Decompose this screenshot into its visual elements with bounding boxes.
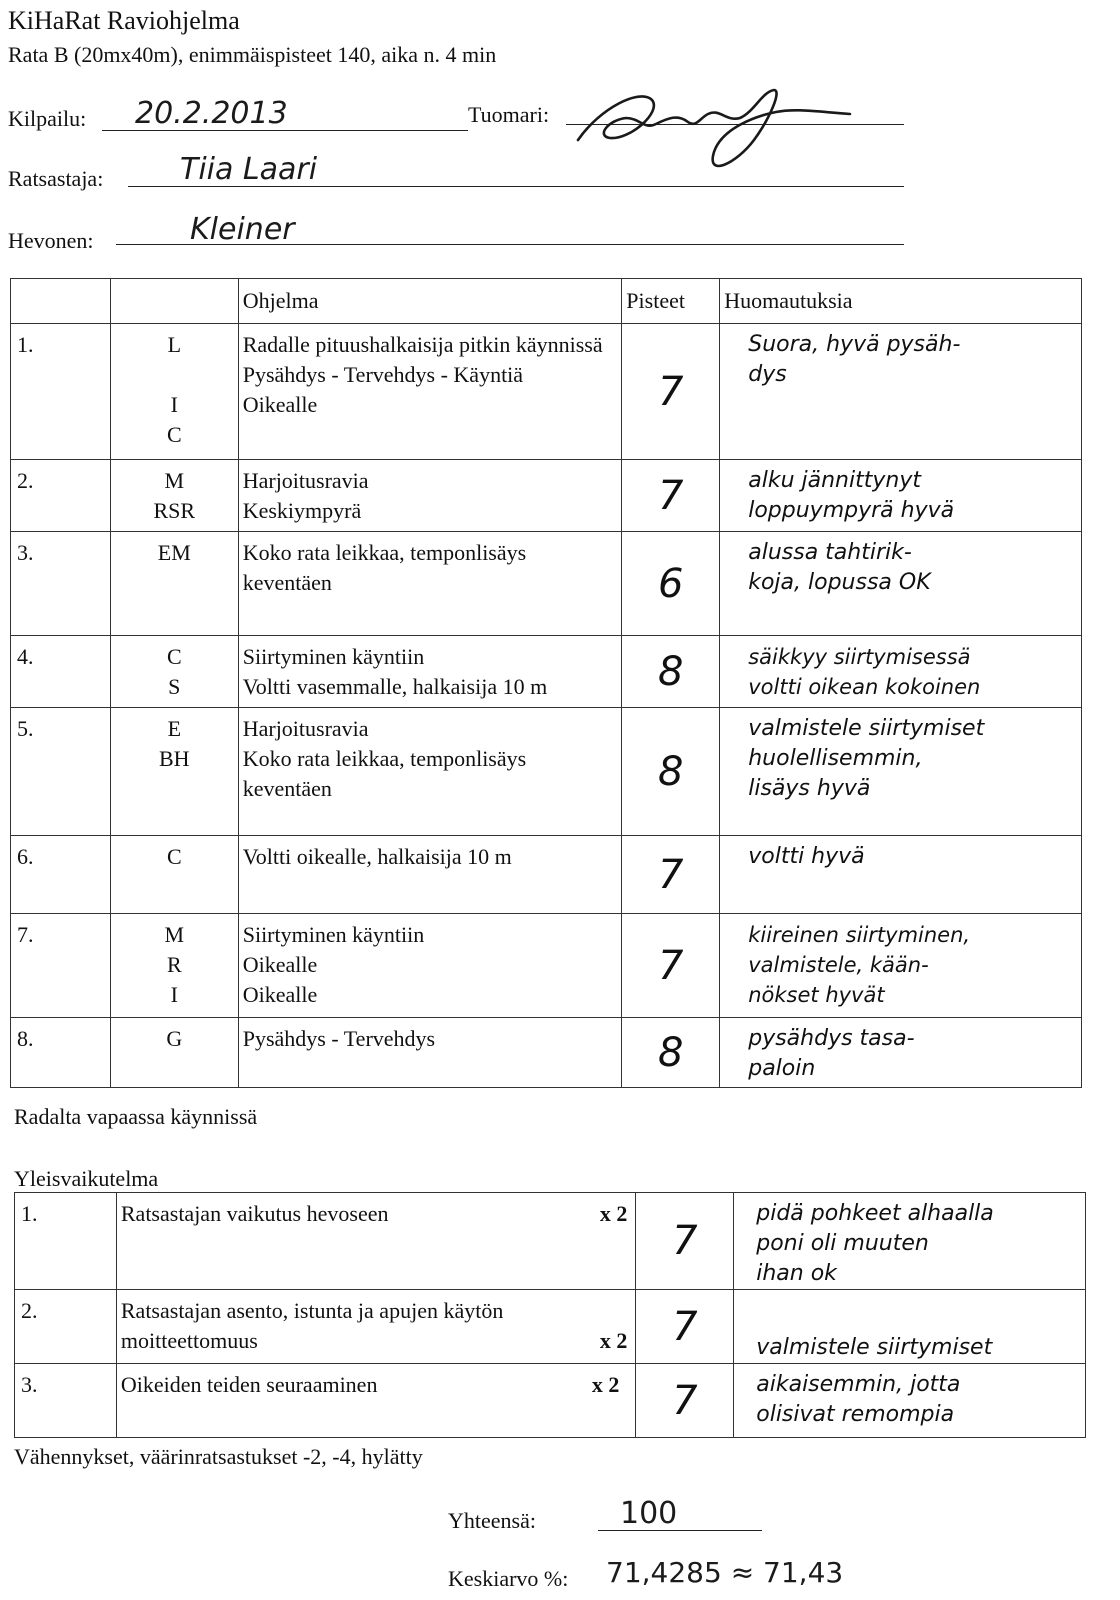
competition-value[interactable]: 20.2.2013 (135, 96, 288, 131)
row-score[interactable]: 7 (636, 1290, 734, 1364)
criterion-text: Ratsastajan vaikutus hevoseen (120, 1201, 389, 1226)
total-label: Yhteensä: (448, 1508, 536, 1533)
row-score[interactable]: 7 (622, 914, 720, 1018)
table-row (11, 1018, 1082, 1088)
table-row (11, 532, 1082, 636)
multiplier: x 2 (599, 1328, 628, 1353)
row-remark[interactable]: alussa tahtirik- koja, lopussa OK (720, 532, 1082, 636)
header-code (110, 279, 238, 324)
row-program: Radalle pituushalkaisija pitkin käynnissä Pysähdys - Tervehdys - Käyntiä Oikealle (238, 324, 622, 460)
row-score[interactable]: 8 (622, 708, 720, 836)
row-score[interactable]: 7 (636, 1193, 734, 1290)
row-remark[interactable]: alku jännittynyt loppuympyrä hyvä (720, 460, 1082, 532)
row-remark[interactable]: valmistele siirtymiset huolellisemmin, lisäys hyvä (720, 708, 1082, 836)
judge-signature (570, 78, 880, 178)
row-letters: M R I (110, 914, 238, 1018)
deductions-text: Vähennykset, väärinratsastukset -2, -4, hylätty (14, 1444, 423, 1469)
judge-label: Tuomari: (468, 102, 550, 127)
overall-criterion (116, 1193, 635, 1290)
row-score[interactable]: 7 (622, 836, 720, 914)
table-row (15, 1193, 1086, 1290)
table-row (11, 836, 1082, 914)
row-number: 5. (11, 708, 111, 836)
row-score[interactable]: 6 (622, 532, 720, 636)
program-table (10, 278, 1082, 1088)
row-score[interactable]: 8 (622, 636, 720, 708)
row-number: 4. (11, 636, 111, 708)
header-num (11, 279, 111, 324)
row-letters: M RSR (110, 460, 238, 532)
row-remark[interactable]: aikaisemmin, jotta olisivat remompia (734, 1364, 1086, 1438)
average-label: Keskiarvo %: (448, 1566, 569, 1591)
form-subtitle: Rata B (20mx40m), enimmäispisteet 140, aika n. 4 min (8, 42, 497, 67)
row-number: 2. (15, 1290, 117, 1364)
row-remark[interactable]: säikkyy siirtymisessä voltti oikean kokoinen (720, 636, 1082, 708)
rider-value[interactable]: Tiia Laari (180, 152, 318, 187)
header-remarks: Huomautuksia (720, 279, 1082, 324)
row-number: 6. (11, 836, 111, 914)
row-program: Harjoitusravia Koko rata leikkaa, temponlisäys keventäen (238, 708, 622, 836)
table-row (15, 1290, 1086, 1364)
row-program: Koko rata leikkaa, temponlisäys keventäen (238, 532, 622, 636)
criterion-text: Oikeiden teiden seuraaminen (120, 1372, 378, 1397)
row-letters: EM (110, 532, 238, 636)
row-number: 3. (15, 1364, 117, 1438)
row-program: Voltti oikealle, halkaisija 10 m (238, 836, 622, 914)
row-remark[interactable]: pysähdys tasa- paloin (720, 1018, 1082, 1088)
average-value[interactable]: 71,4285 ≈ 71,43 (606, 1556, 844, 1589)
row-letters: C S (110, 636, 238, 708)
row-number: 1. (11, 324, 111, 460)
row-remark[interactable]: kiireinen siirtyminen, valmistele, kään- nökset hyvät (720, 914, 1082, 1018)
row-score[interactable]: 7 (622, 460, 720, 532)
form-title: KiHaRat Raviohjelma (8, 6, 240, 35)
row-remark[interactable]: Suora, hyvä pysäh- dys (720, 324, 1082, 460)
row-number: 3. (11, 532, 111, 636)
row-number: 7. (11, 914, 111, 1018)
rider-label: Ratsastaja: (8, 166, 104, 191)
row-score[interactable]: 7 (622, 324, 720, 460)
table-row (15, 1364, 1086, 1438)
overall-criterion (116, 1290, 635, 1364)
table-row (11, 460, 1082, 532)
row-letters: C (110, 836, 238, 914)
total-value[interactable]: 100 (620, 1496, 678, 1531)
row-number: 1. (15, 1193, 117, 1290)
row-score[interactable]: 8 (622, 1018, 720, 1088)
table-row (11, 324, 1082, 460)
multiplier: x 2 (591, 1372, 620, 1397)
exit-instruction: Radalta vapaassa käynnissä (14, 1104, 258, 1129)
row-score[interactable]: 7 (636, 1364, 734, 1438)
table-row (11, 914, 1082, 1018)
row-program: Harjoitusravia Keskiympyrä (238, 460, 622, 532)
row-letters: G (110, 1018, 238, 1088)
row-program: Siirtyminen käyntiin Voltti vasemmalle, halkaisija 10 m (238, 636, 622, 708)
overall-table (14, 1192, 1086, 1438)
row-letters: L I C (110, 324, 238, 460)
header-program: Ohjelma (238, 279, 622, 324)
table-row (11, 708, 1082, 836)
row-letters: E BH (110, 708, 238, 836)
row-remark[interactable]: pidä pohkeet alhaalla poni oli muuten ihan ok (734, 1193, 1086, 1290)
row-number: 2. (11, 460, 111, 532)
row-remark[interactable]: valmistele siirtymiset (734, 1290, 1086, 1364)
row-remark[interactable]: voltti hyvä (720, 836, 1082, 914)
horse-label: Hevonen: (8, 228, 94, 253)
overall-criterion (116, 1364, 635, 1438)
multiplier: x 2 (599, 1201, 628, 1226)
row-number: 8. (11, 1018, 111, 1088)
row-program: Siirtyminen käyntiin Oikealle Oikealle (238, 914, 622, 1018)
table-header-row (11, 279, 1082, 324)
row-program: Pysähdys - Tervehdys (238, 1018, 622, 1088)
table-row (11, 636, 1082, 708)
criterion-text: Ratsastajan asento, istunta ja apujen käytön moitteettomuus (120, 1298, 504, 1353)
header-score: Pisteet (622, 279, 720, 324)
horse-value[interactable]: Kleiner (190, 212, 295, 247)
competition-label: Kilpailu: (8, 106, 87, 131)
overall-title: Yleisvaikutelma (14, 1166, 159, 1191)
